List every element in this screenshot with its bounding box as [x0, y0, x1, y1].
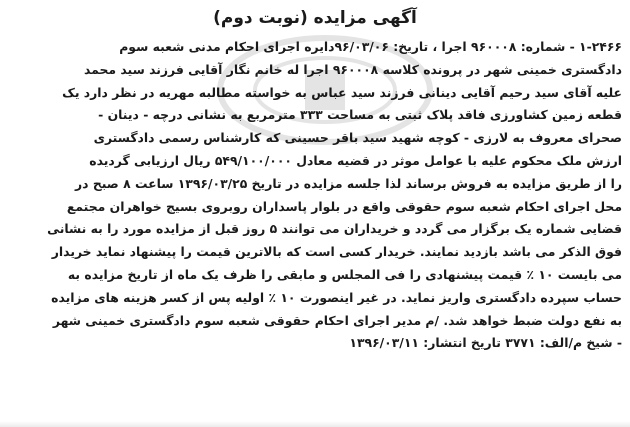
- page-edge-shadow: [0, 421, 630, 427]
- notice-line: محل اجرای احکام شعبه سوم حقوقی واقع در بلوار پاسداران روبروی بسیج خواهران مجتمع: [66, 198, 622, 214]
- notice-line: - شیخ م/الف: ۳۷۷۱ تاریخ انتشار: ۱۳۹۶/۰۳/۱۱: [349, 335, 622, 351]
- notice-line: می بایست ۱۰ ٪ قیمت پیشنهادی را فی المجلس و مابقی را ظرف یک ماه از تاریخ مزایده به: [67, 266, 622, 282]
- notice-line: قضایی شماره یک برگزار می گردد و خریداران می توانند ۵ روز قبل از مزایده مورد را به نشانی: [47, 221, 622, 237]
- notice-line: حساب سپرده دادگستری واریز نماید. در غیر اینصورت ۱۰ ٪ اولیه پس از کسر هزینه های مزایده: [51, 289, 622, 305]
- notice-title: آگهی مزایده (نوبت دوم): [213, 8, 417, 28]
- notice-line: علیه آقای سید رحیم آقایی دینانی فرزند سید عباس به خواسته مطالبه مهریه در نظر دارد یک: [62, 84, 622, 100]
- notice-body: [8, 36, 622, 355]
- notice-line: دادگستری خمینی شهر در پرونده کلاسه ۹۶۰۰۰۸ اجرا له خانم نگار آقایی فرزند سید محمد: [84, 61, 622, 77]
- notice-line: قطعه زمین کشاورزی فاقد پلاک ثبتی به مساحت ۳۳۳ مترمربع به نشانی درچه - دینان -: [98, 107, 622, 123]
- notice-line: فوق الذکر می باشد بازدید نمایند. خریدار کسی است که بالاترین قیمت را پیشنهاد نماید خریدار: [51, 244, 622, 260]
- notice-line: ارزش ملک محکوم علیه با عوامل موثر در قضیه معادل ۵۴۹/۱۰۰/۰۰۰ ریال ارزیابی گردیده: [89, 152, 622, 168]
- notice-line: صحرای معروف به لارزی - کوچه شهید سید باقر حسینی که کارشناس رسمی دادگستری: [93, 130, 622, 146]
- notice-line: را از طریق مزایده به فروش برساند لذا جلسه مزایده در تاریخ ۱۳۹۶/۰۳/۲۵ ساعت ۸ صبح در: [75, 175, 622, 191]
- notice-line: ۱-۲۴۶۶ - شماره: ۹۶۰۰۰۸ اجرا ، تاریخ: ۹۶/۰۳/۰۶دایره اجرای احکام مدنی شعبه سوم: [119, 39, 622, 54]
- notice-line: به نفع دولت ضبط خواهد شد. /م مدیر اجرای احکام حقوقی شعبه سوم دادگستری خمینی شهر: [52, 312, 622, 328]
